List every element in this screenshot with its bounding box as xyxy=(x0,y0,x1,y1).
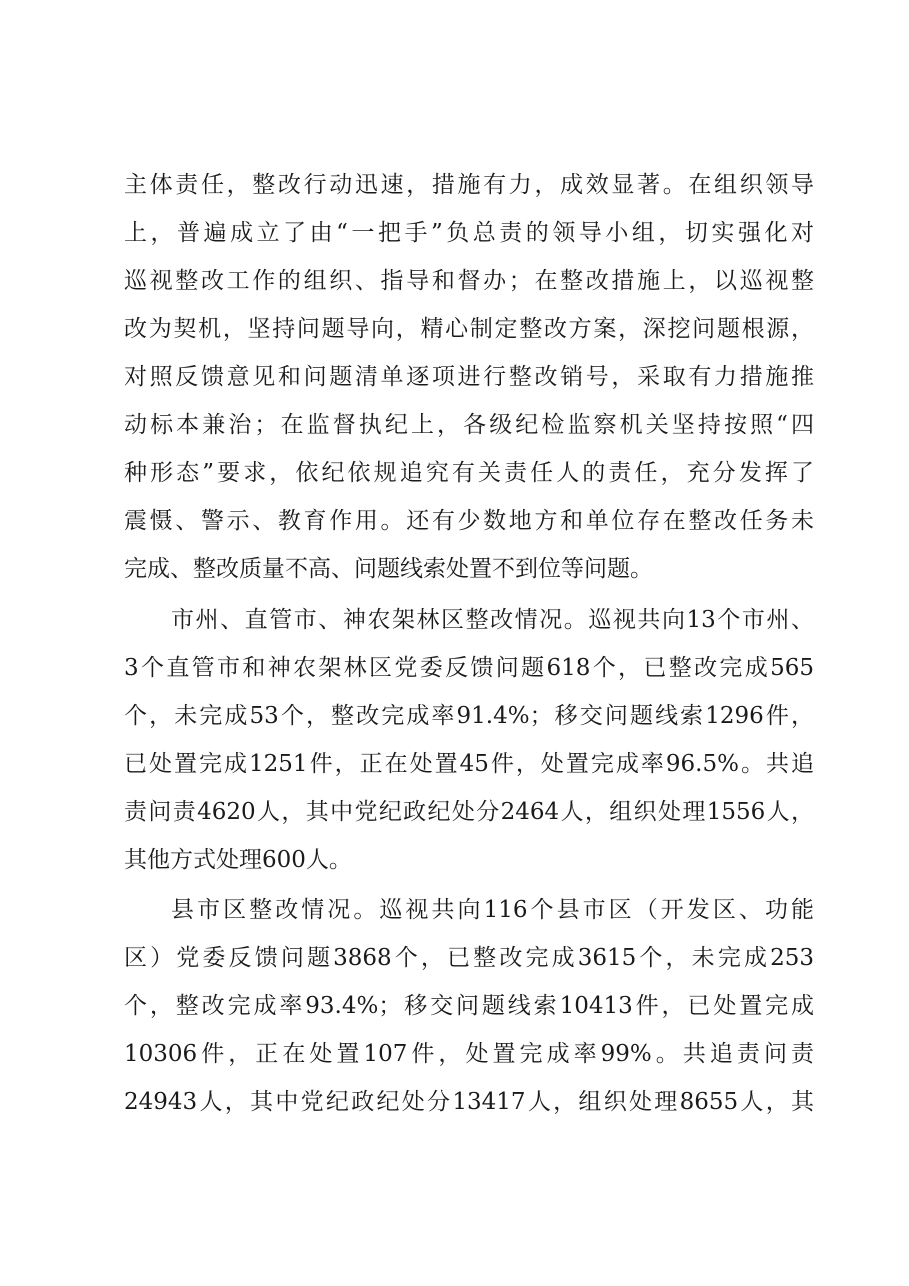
paragraph-1-line-2: 上，普遍成立了由“一把手”负总责的领导小组，切实强化对 xyxy=(124,220,814,246)
paragraph-2-line-3: 个，未完成53个，整改完成率91.4%；移交问题线索1296件， xyxy=(124,703,814,729)
paragraph-3-line-1: 县市区整改情况。巡视共向116个县市区（开发区、功能 xyxy=(171,897,814,923)
paragraph-2-line-6: 其他方式处理600人。 xyxy=(124,847,352,873)
paragraph-3-line-2: 区）党委反馈问题3868个，已整改完成3615个，未完成253 xyxy=(124,945,814,971)
paragraph-2-line-2: 3个直管市和神农架林区党委反馈问题618个，已整改完成565 xyxy=(124,655,814,681)
paragraph-2-line-1: 市州、直管市、神农架林区整改情况。巡视共向13个市州、 xyxy=(171,607,814,633)
paragraph-1-line-1: 主体责任，整改行动迅速，措施有力，成效显著。在组织领导 xyxy=(124,172,814,198)
paragraph-1-line-4: 改为契机，坚持问题导向，精心制定整改方案，深挖问题根源， xyxy=(124,316,814,342)
paragraph-1-line-5: 对照反馈意见和问题清单逐项进行整改销号，采取有力措施推 xyxy=(124,364,814,390)
paragraph-1-line-9: 完成、整改质量不高、问题线索处置不到位等问题。 xyxy=(124,556,653,582)
paragraph-1-line-6: 动标本兼治；在监督执纪上，各级纪检监察机关坚持按照“四 xyxy=(124,412,814,438)
paragraph-2-line-5: 责问责4620人，其中党纪政纪处分2464人，组织处理1556人， xyxy=(124,799,814,825)
paragraph-3-line-4: 10306件，正在处置107件，处置完成率99%。共追责问责 xyxy=(124,1041,814,1067)
paragraph-1-line-8: 震慑、警示、教育作用。还有少数地方和单位存在整改任务未 xyxy=(124,508,814,534)
paragraph-3-line-5: 24943人，其中党纪政纪处分13417人，组织处理8655人，其 xyxy=(124,1089,814,1115)
paragraph-3-line-3: 个，整改完成率93.4%；移交问题线索10413件，已处置完成 xyxy=(124,993,814,1019)
paragraph-2-line-4: 已处置完成1251件，正在处置45件，处置完成率96.5%。共追 xyxy=(124,751,814,777)
paragraph-1-line-7: 种形态”要求，依纪依规追究有关责任人的责任，充分发挥了 xyxy=(124,460,814,486)
paragraph-1-line-3: 巡视整改工作的组织、指导和督办；在整改措施上，以巡视整 xyxy=(124,268,814,294)
